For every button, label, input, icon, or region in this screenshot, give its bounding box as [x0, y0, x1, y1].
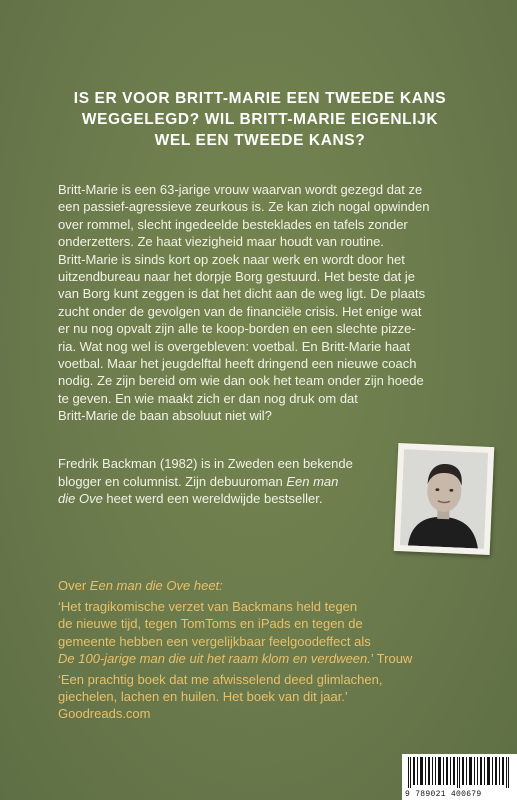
book-title: die Ove [58, 491, 103, 507]
blurb-line: voetbal. Maar het jeugdelftal heeft dringend een nieuwe coach [58, 356, 417, 372]
author-text: blogger en columnist. Zijn debuuroman [58, 473, 287, 489]
author-photo [394, 443, 495, 555]
review-2-line: ‘Een prachtig boek dat me afwisselend deed glimlachen, [58, 672, 383, 688]
author-line [58, 473, 378, 491]
blurb-line: Britt-Marie is sinds kort op zoek naar werk en wordt door het [58, 251, 405, 267]
blurb-line: te geven. En wie maakt zich er dan nog druk om dat [58, 390, 358, 406]
review-1-line: ‘Het tragikomische verzet van Backmans held tegen [58, 599, 358, 615]
review-1-title: De 100-jarige man die uit het raam klom en verdween. [58, 650, 371, 666]
reviews-intro-title: Een man die Ove heet: [89, 578, 223, 593]
reviews-intro [58, 577, 468, 594]
review-1-line: gemeente hebben een vergelijkbaar feelgoodeffect als [58, 633, 371, 649]
blurb-line: nodig. Ze zijn bereid om wie dan ook het team onder zijn hoede [58, 373, 424, 389]
author-bio [58, 455, 378, 508]
blurb-line: ria. Wat nog wel is overgebleven: voetbal. En Britt-Marie haat [58, 338, 411, 354]
author-text: heet werd een wereldwijde bestseller. [102, 491, 323, 507]
review-1-line [58, 650, 468, 667]
reviews-intro-text: Over [58, 578, 90, 593]
portrait-illustration [400, 449, 488, 549]
headline [60, 88, 460, 151]
isbn-number: 9 789021 400679 [405, 790, 482, 799]
blurb-line: Britt-Marie de baan absoluut niet wil? [58, 408, 272, 424]
review-2-source: Goodreads.com [58, 706, 151, 722]
author-line: Fredrik Backman (1982) is in Zweden een bekende [58, 456, 353, 471]
blurb-line: er nu nog opvalt zijn alle te koop-borden en een slechte pizze- [58, 321, 416, 337]
blurb-line: Britt-Marie is een 63-jarige vrouw waarvan wordt gezegd dat ze [58, 182, 423, 197]
blurb-line: van Borg kunt zeggen is dat het dicht aan de weg ligt. De plaats [58, 286, 426, 302]
review-2-line: giechelen, lachen en huilen. Het boek van dit jaar.’ [58, 689, 348, 705]
author-portrait [400, 449, 488, 549]
barcode [402, 754, 517, 800]
book-title: Een man [286, 473, 339, 489]
review-1-source: ’ Trouw [370, 650, 413, 666]
barcode-bars [406, 757, 513, 788]
blurb-line: over rommel, slecht ingedeelde besteklades en tafels zonder [58, 216, 408, 232]
review-1-line: de nieuwe tijd, tegen TomToms en iPads en tegen de [58, 616, 363, 632]
blurb-line: zucht onder de gevolgen van de financiële crisis. Het enige wat [58, 303, 422, 319]
blurb-text [58, 181, 463, 425]
author-line [58, 490, 378, 508]
blurb-line: onderzetters. Ze haat viezigheid maar houdt van routine. [58, 234, 384, 250]
headline-line: WEGGELEGD? WIL BRITT-MARIE EIGENLIJK [81, 111, 439, 128]
blurb-line: een passief-agressieve zeurkous is. Ze kan zich nogal opwinden [58, 199, 430, 215]
blurb-line: uitzendbureau naar het dorpje Borg gestuurd. Het beste dat je [58, 269, 416, 285]
headline-line: WEL EEN TWEEDE KANS? [154, 132, 366, 149]
headline-line: IS ER VOOR BRITT-MARIE EEN TWEEDE KANS [73, 90, 447, 107]
reviews [58, 577, 468, 723]
